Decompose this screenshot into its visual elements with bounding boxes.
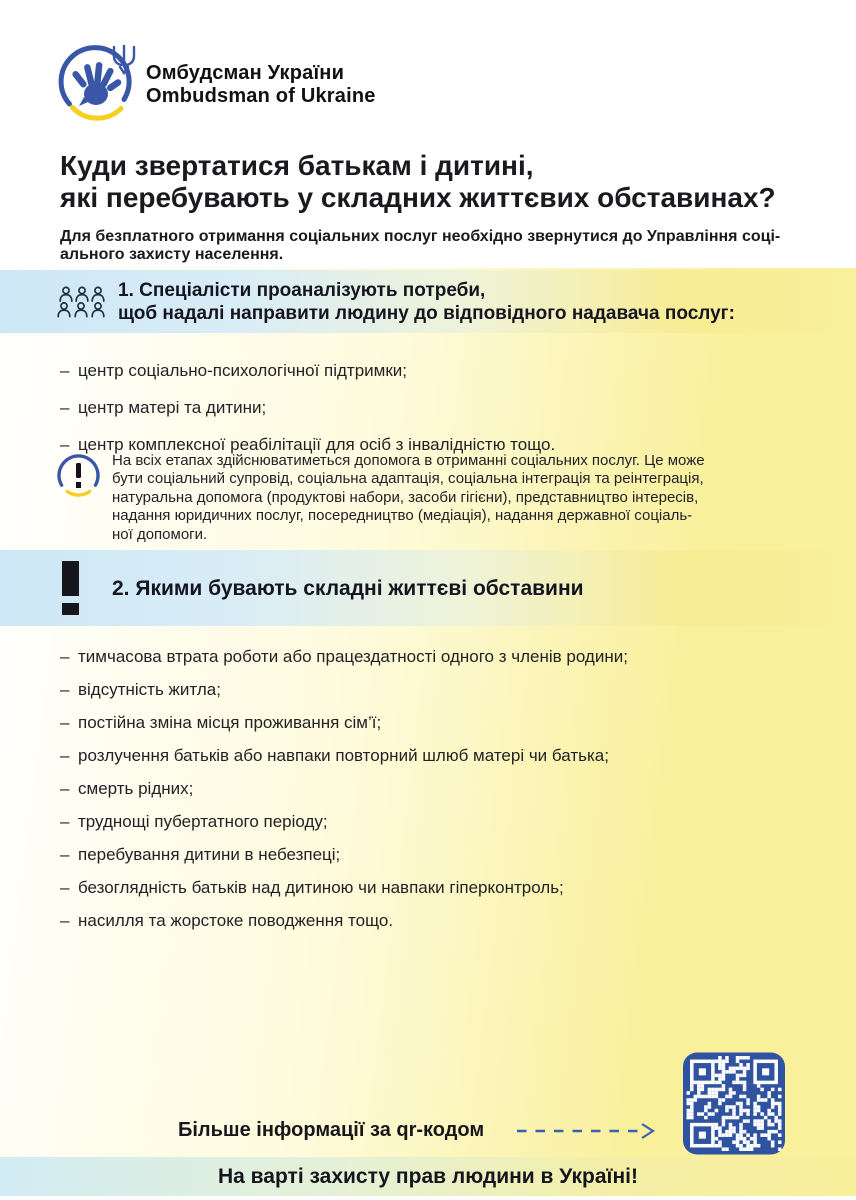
list-item-text: центр комплексної реабілітації для осіб з інвалідністю тощо.: [78, 435, 556, 454]
qr-code: [683, 1052, 785, 1155]
bottom-margin: [0, 1196, 856, 1200]
list-item: [60, 780, 628, 798]
section1-header-band: [0, 270, 856, 333]
bullet-dash: –: [60, 680, 70, 699]
bullet-dash: –: [60, 746, 70, 765]
footer-banner-text: На варті захисту прав людини в Україні!: [218, 1164, 638, 1188]
list-item-text: насилля та жорстоке поводження тощо.: [78, 911, 394, 930]
page-title-line1: Куди звертатися батькам і дитині,: [60, 150, 534, 181]
page-title-line2: які перебувають у складних життєвих обставинах?: [60, 182, 776, 213]
bullet-dash: –: [60, 812, 70, 831]
footer-banner: [0, 1157, 856, 1196]
intro-line1: Для безплатного отримання соціальних послуг необхідно звернутися до Управління соці-: [60, 228, 781, 245]
section1-note: [112, 452, 812, 544]
section2-header-band: [0, 550, 856, 626]
bullet-dash: –: [60, 647, 70, 666]
list-item: [60, 399, 555, 417]
hand-icon: [71, 62, 122, 106]
logo-title-en: Ombudsman of Ukraine: [146, 85, 376, 107]
bullet-dash: –: [60, 435, 70, 454]
section1-heading-line2: щоб надалі направити людину до відповідного надавача послуг:: [118, 303, 735, 324]
page-title: [60, 150, 776, 214]
note-line: натуральна допомога (продуктові набори, засоби гігієни), представництво інтересів,: [112, 488, 699, 506]
bullet-dash: –: [60, 878, 70, 897]
list-item: [60, 846, 628, 864]
qr-caption: Більше інформації за qr-кодом: [178, 1119, 485, 1141]
list-item-text: центр матері та дитини;: [78, 398, 267, 417]
bullet-dash: –: [60, 911, 70, 930]
list-item-text: центр соціально-психологічної підтримки;: [78, 361, 408, 380]
list-item: [60, 362, 555, 380]
bullet-dash: –: [60, 713, 70, 732]
intro-text: [60, 228, 780, 264]
logo-wordmark: [146, 62, 376, 108]
section1-heading-line1: 1. Спеціалісти проаналізують потреби,: [118, 280, 486, 301]
bullet-dash: –: [60, 845, 70, 864]
list-item: [60, 747, 628, 765]
exclamation-circle-icon: [55, 452, 102, 499]
bullet-dash: –: [60, 779, 70, 798]
list-item: [60, 714, 628, 732]
list-item: [60, 879, 628, 897]
section1-heading: [118, 279, 735, 325]
intro-line2: ального захисту населення.: [60, 246, 284, 263]
list-item-text: труднощі пубертатного періоду;: [78, 812, 328, 831]
bullet-dash: –: [60, 398, 70, 417]
list-item-text: смерть рідних;: [78, 779, 194, 798]
list-item-text: розлучення батьків або навпаки повторний шлюб матері чи батька;: [78, 746, 609, 765]
note-line: бути соціальний супровід, соціальна адаптація, соціальна інтеграція та реінтеграція,: [112, 470, 704, 488]
people-group-icon: [56, 280, 108, 324]
list-item-text: постійна зміна місця проживання сім’ї;: [78, 713, 382, 732]
list-item: [60, 681, 628, 699]
list-item-text: перебування дитини в небезпеці;: [78, 845, 341, 864]
section2-heading-text: 2. Якими бувають складні життєві обставини: [112, 576, 584, 600]
section2-heading: [112, 550, 584, 626]
logo-title-uk: Омбудсман України: [146, 62, 345, 84]
note-line: надання юридичних послуг, посередництво (медіація), надання державної соціаль-: [112, 507, 693, 525]
section2-list: [60, 648, 628, 945]
note-line: На всіх етапах здійснюватиметься допомога в отриманні соціальних послуг. Це може: [112, 452, 705, 469]
list-item-text: відсутність житла;: [78, 680, 221, 699]
bullet-dash: –: [60, 361, 70, 380]
list-item: [60, 648, 628, 666]
list-item-text: тимчасова втрата роботи або працездатності одного з членів родини;: [78, 647, 628, 666]
list-item: [60, 813, 628, 831]
exclamation-icon: [62, 561, 79, 615]
list-item: [60, 912, 628, 930]
note-line: ної допомоги.: [112, 525, 208, 543]
logo-circle-yellow-arc: [73, 108, 122, 119]
list-item-text: безоглядність батьків над дитиною чи навпаки гіперконтроль;: [78, 878, 564, 897]
ombudsman-logo-icon: [58, 42, 142, 132]
dashed-arrow-icon: [514, 1122, 664, 1140]
